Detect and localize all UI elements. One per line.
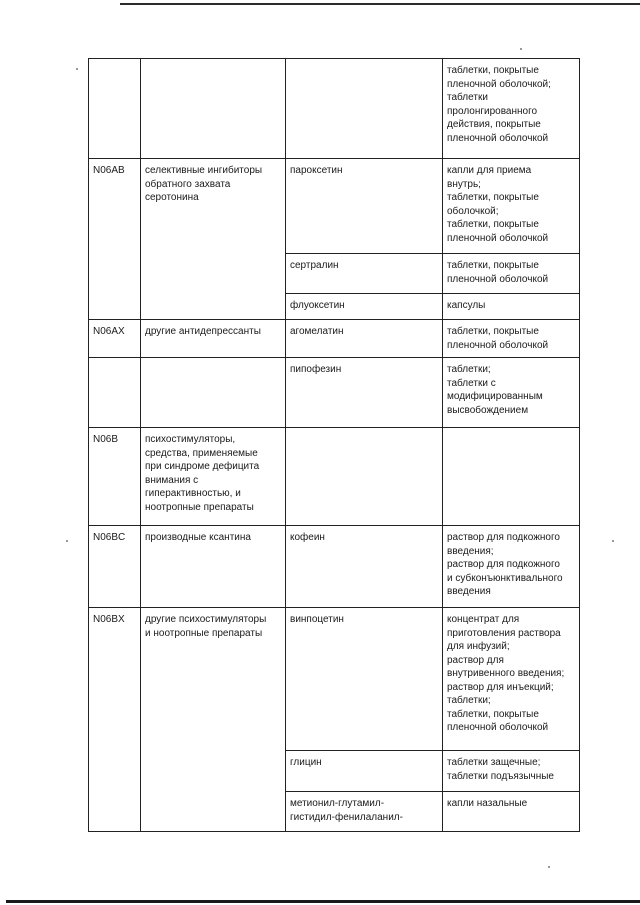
code-cell <box>89 358 141 428</box>
group-line: внимания с <box>145 474 199 486</box>
group-line: и ноотропные препараты <box>145 627 263 639</box>
code-cell <box>89 59 141 159</box>
form-line: высвобождением <box>447 404 529 416</box>
dosage-form-cell <box>443 358 580 428</box>
group-line: другие психостимуляторы <box>145 614 267 625</box>
drug-name-cell <box>286 792 443 832</box>
dosage-form-cell <box>443 159 580 254</box>
drug-name-cell <box>286 428 443 526</box>
group-line: другие антидепрессанты <box>145 326 261 337</box>
table-row <box>89 428 580 526</box>
form-line: таблетки, покрытые <box>447 708 539 720</box>
dosage-form-cell <box>443 320 580 358</box>
group-line: гиперактивностью, и <box>145 488 241 499</box>
group-line: производные ксантина <box>145 532 251 543</box>
form-line: таблетки, покрытые <box>447 219 539 230</box>
group-cell <box>141 159 286 320</box>
drug-name-cell <box>286 526 443 608</box>
dosage-form-cell <box>443 608 580 751</box>
group-line: обратного захвата <box>145 178 231 190</box>
top-scan-line <box>120 3 640 5</box>
form-line: введения; <box>447 545 494 557</box>
code-cell: N06AB <box>89 159 141 320</box>
group-line: серотонина <box>145 192 199 203</box>
group-line: средства, применяемые <box>145 447 258 459</box>
dosage-form-cell <box>443 751 580 792</box>
dosage-form-cell <box>443 428 580 526</box>
table-row <box>89 608 580 751</box>
bottom-scan-line <box>6 900 640 903</box>
drug-name-cell <box>286 254 443 294</box>
name-line: глицин <box>290 757 322 768</box>
scan-speck <box>76 68 78 70</box>
form-line: действия, покрытые <box>447 119 541 130</box>
medication-table <box>88 58 580 832</box>
form-line: таблетки; <box>447 695 491 706</box>
form-line: раствор для <box>447 654 504 666</box>
code-cell: N06AX <box>89 320 141 358</box>
table-row <box>89 59 580 159</box>
drug-name-cell <box>286 320 443 358</box>
group-cell <box>141 608 286 832</box>
drug-name-cell <box>286 608 443 751</box>
form-line: капли для приема <box>447 165 532 176</box>
name-line: флуоксетин <box>290 300 345 311</box>
group-line: селективные ингибиторы <box>145 165 263 176</box>
form-line: раствор для подкожного <box>447 532 560 543</box>
drug-name-cell <box>286 294 443 320</box>
code-cell: N06BX <box>89 608 141 832</box>
name-line: пипофезин <box>290 364 342 375</box>
group-line: психостимуляторы, <box>145 434 236 445</box>
form-line: внутривенного введения; <box>447 668 565 679</box>
dosage-form-cell <box>443 254 580 294</box>
form-line: пленочной оболочкой <box>447 273 549 285</box>
form-line: таблетки <box>447 92 488 103</box>
form-line: введения <box>447 586 491 597</box>
name-line: кофеин <box>290 532 325 543</box>
form-line: пленочной оболочкой <box>447 339 549 351</box>
group-line: ноотропные препараты <box>145 501 254 513</box>
form-line: раствор для подкожного <box>447 559 560 570</box>
group-cell <box>141 320 286 358</box>
form-line: пленочной оболочкой <box>447 232 549 244</box>
scan-speck <box>548 866 550 868</box>
table-row <box>89 358 580 428</box>
scan-speck <box>520 48 522 50</box>
form-line: внутрь; <box>447 178 481 190</box>
form-line: таблетки, покрытые <box>447 65 539 76</box>
table-row <box>89 320 580 358</box>
dosage-form-cell <box>443 526 580 608</box>
form-line: пленочной оболочкой <box>447 722 549 733</box>
form-line: концентрат для <box>447 614 520 625</box>
form-line: приготовления раствора <box>447 627 561 639</box>
form-line: капли назальные <box>447 798 528 809</box>
form-line: таблетки, покрытые <box>447 260 539 271</box>
group-line: при синдроме дефицита <box>145 461 260 472</box>
name-line: сертралин <box>290 260 339 271</box>
group-cell <box>141 526 286 608</box>
code-cell: N06B <box>89 428 141 526</box>
dosage-form-cell <box>443 59 580 159</box>
name-line: пароксетин <box>290 165 343 176</box>
name-line: гистидил-фенилаланил- <box>290 811 403 823</box>
form-line: таблетки подъязычные <box>447 770 554 782</box>
drug-name-cell <box>286 159 443 254</box>
form-line: пролонгированного <box>447 105 538 117</box>
form-line: оболочкой; <box>447 205 499 217</box>
code-cell: N06BC <box>89 526 141 608</box>
table-row <box>89 159 580 254</box>
dosage-form-cell <box>443 792 580 832</box>
form-line: таблетки, покрытые <box>447 192 539 203</box>
name-line: метионил-глутамил- <box>290 798 385 809</box>
form-line: пленочной оболочкой <box>447 132 549 144</box>
form-line: для инфузий; <box>447 641 510 652</box>
form-line: раствор для инъекций; <box>447 681 554 693</box>
group-cell <box>141 59 286 159</box>
form-line: капсулы <box>447 300 486 311</box>
scan-speck <box>66 540 68 542</box>
form-line: и субконъюнктивального <box>447 572 563 584</box>
form-line: таблетки с <box>447 377 496 389</box>
drug-name-cell <box>286 358 443 428</box>
form-line: таблетки, покрытые <box>447 326 539 337</box>
drug-name-cell <box>286 59 443 159</box>
group-cell <box>141 358 286 428</box>
dosage-form-cell <box>443 294 580 320</box>
form-line: пленочной оболочкой; <box>447 78 551 90</box>
name-line: агомелатин <box>290 326 344 337</box>
table-row <box>89 526 580 608</box>
form-line: модифицированным <box>447 391 543 402</box>
group-cell <box>141 428 286 526</box>
scan-speck <box>612 540 614 542</box>
drug-name-cell <box>286 751 443 792</box>
form-line: таблетки защечные; <box>447 757 541 768</box>
name-line: винпоцетин <box>290 614 344 625</box>
form-line: таблетки; <box>447 364 491 375</box>
